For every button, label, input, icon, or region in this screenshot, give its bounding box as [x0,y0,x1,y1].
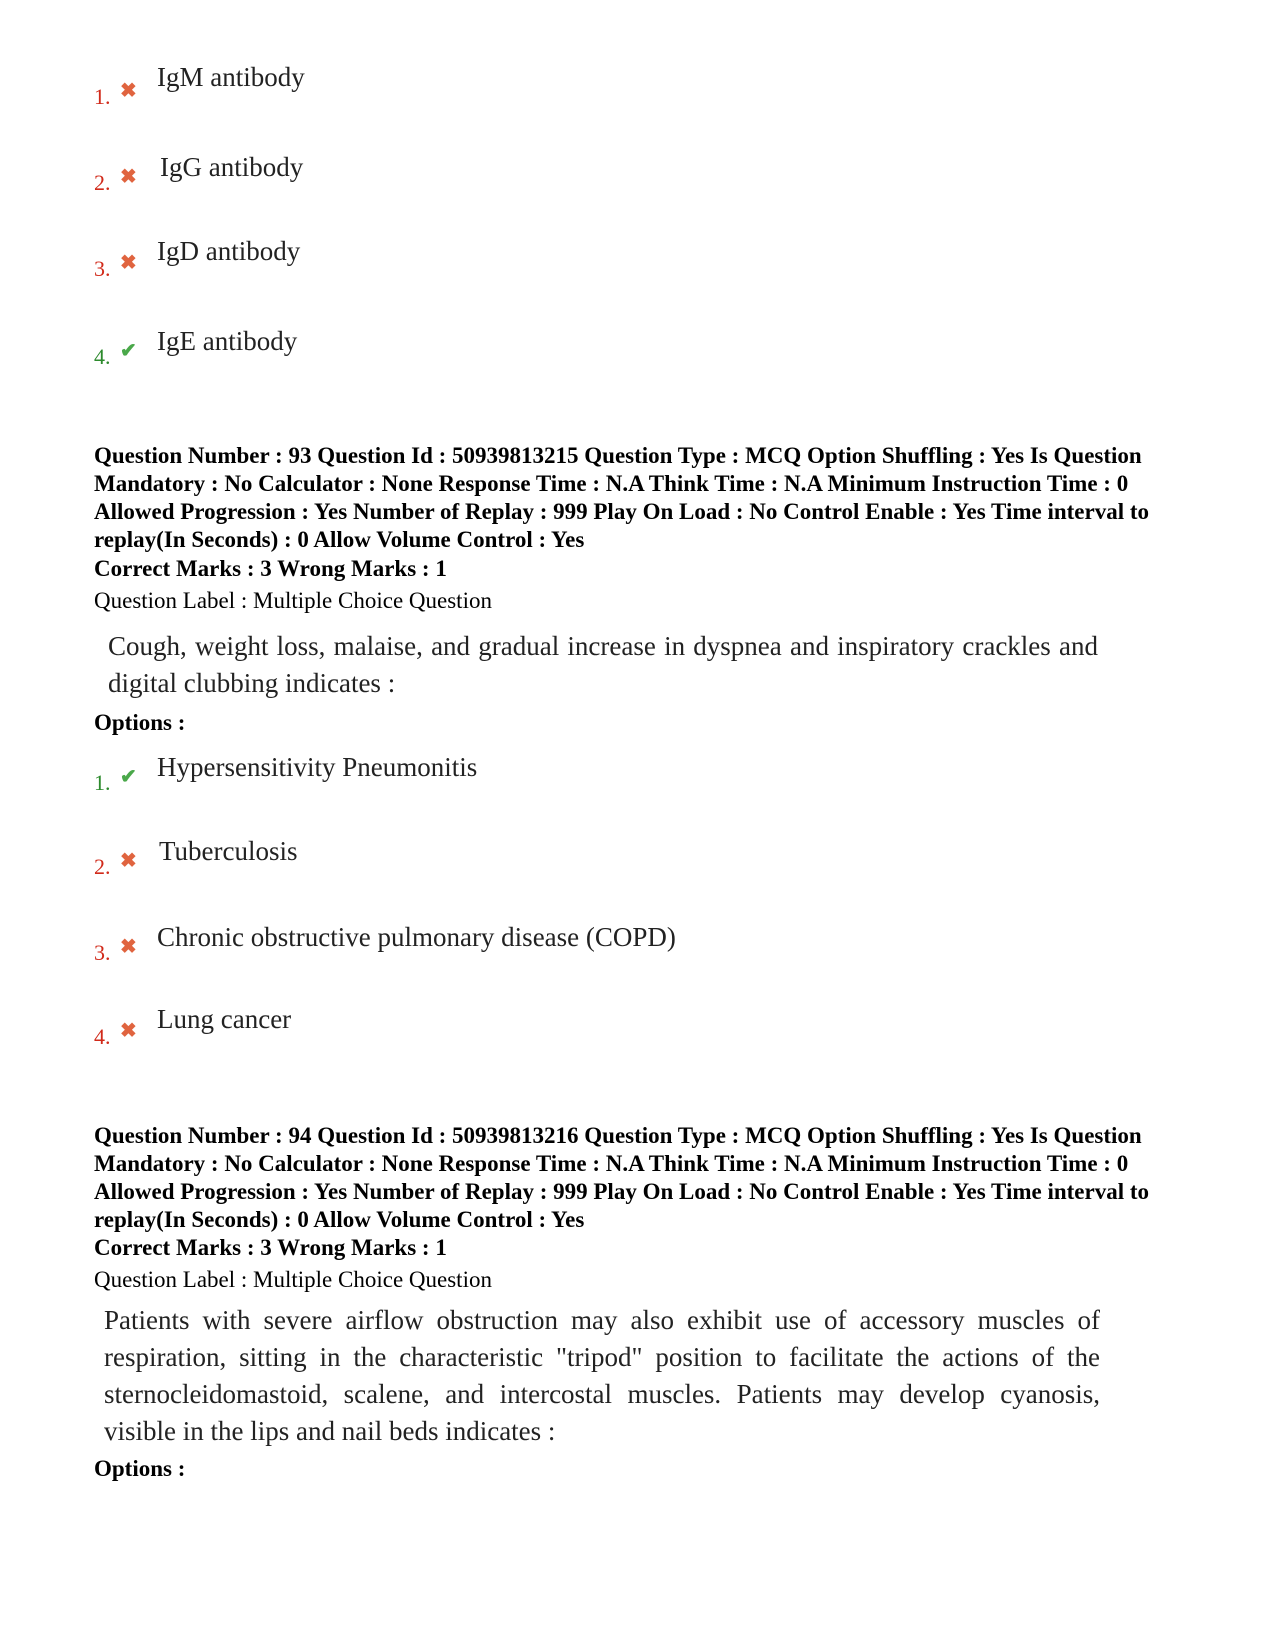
option-text: IgD antibody [157,236,301,266]
cross-icon: ✖ [120,252,137,274]
cross-icon: ✖ [120,166,137,188]
option-text: IgG antibody [160,152,304,182]
question-94-label: Question Label : Multiple Choice Question [94,1267,492,1292]
option-number: 4. [94,344,111,369]
cross-icon: ✖ [120,936,137,958]
question-94-text: Patients with severe airflow obstruction may also exhibit use of accessory muscles of respiration, sitting in the characteristic "tripod" position to facilitate the actions of the sternocleidomastoid, scalene, and intercostal muscles. Patients may develop cyanosis, visible in the lips and nail beds indicates : [104,1305,1100,1446]
option-number: 1. [94,770,111,795]
cross-icon: ✖ [120,1020,137,1042]
question-94-options-heading: Options : [94,1456,186,1481]
option-number: 1. [94,84,111,109]
option-number: 4. [94,1024,111,1049]
question-93-options-heading: Options : [94,710,186,735]
option-text: Lung cancer [157,1004,292,1034]
cross-icon: ✖ [120,80,137,102]
question-94-marks: Correct Marks : 3 Wrong Marks : 1 [94,1235,447,1260]
option-text: IgM antibody [157,62,305,92]
option-text: Tuberculosis [159,836,298,866]
option-text: Chronic obstructive pulmonary disease (COPD) [157,922,676,952]
option-number: 2. [94,170,111,195]
option-number: 2. [94,854,111,879]
option-text: Hypersensitivity Pneumonitis [157,752,478,782]
option-number: 3. [94,256,111,281]
cross-icon: ✖ [120,850,137,872]
check-icon: ✔ [120,340,137,362]
option-number: 3. [94,940,111,965]
question-94-meta: Question Number : 94 Question Id : 50939813216 Question Type : MCQ Option Shuffling : Yes Is Question Mandatory : No Calculator : None Response Time : N.A Think Time : N.A Minimum Instruction Time : 0 Allowed Progression : Yes Number of Replay : 999 Play On Load : No Control Enable : Yes Time interval to replay(In Seconds) : 0 Allow Volume Control : Yes [94,1123,1150,1232]
question-93-text: Cough, weight loss, malaise, and gradual increase in dyspnea and inspiratory crackles and digital clubbing indicates : [108,631,1098,698]
check-icon: ✔ [120,766,137,788]
option-text: IgE antibody [157,326,298,356]
question-93-label: Question Label : Multiple Choice Question [94,588,492,613]
question-93-meta: Question Number : 93 Question Id : 50939813215 Question Type : MCQ Option Shuffling : Yes Is Question Mandatory : No Calculator : None Response Time : N.A Think Time : N.A Minimum Instruction Time : 0 Allowed Progression : Yes Number of Replay : 999 Play On Load : No Control Enable : Yes Time interval to replay(In Seconds) : 0 Allow Volume Control : Yes [94,443,1150,552]
question-93-marks: Correct Marks : 3 Wrong Marks : 1 [94,556,447,581]
